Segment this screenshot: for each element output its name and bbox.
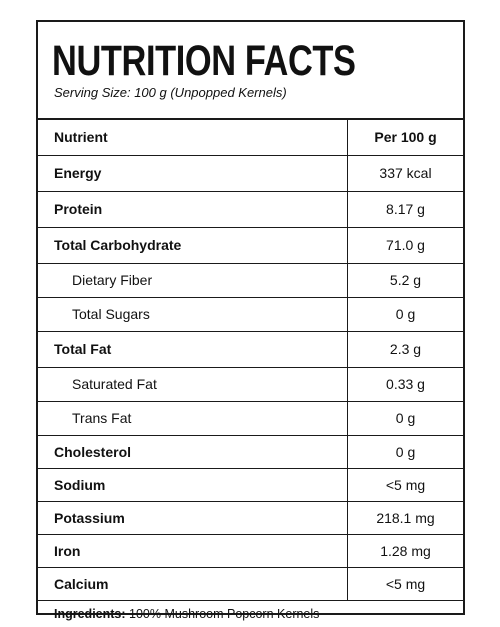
nutrient-value: <5 mg bbox=[348, 468, 464, 501]
nutrient-name: Total Sugars bbox=[38, 297, 348, 331]
nutrient-value: 5.2 g bbox=[348, 263, 464, 297]
nutrition-table bbox=[38, 118, 463, 627]
table-row bbox=[38, 401, 463, 435]
nutrient-value: 0 g bbox=[348, 297, 464, 331]
nutrient-name: Sodium bbox=[38, 468, 348, 501]
table-row bbox=[38, 191, 463, 227]
nutrition-facts-label bbox=[36, 20, 465, 621]
ingredients-text: 100% Mushroom Popcorn Kernels bbox=[129, 606, 320, 621]
table-row bbox=[38, 367, 463, 401]
table-row bbox=[38, 227, 463, 263]
table-header-row bbox=[38, 119, 463, 155]
ingredients-row bbox=[38, 600, 463, 627]
nutrient-name: Potassium bbox=[38, 501, 348, 534]
column-header-per-100g: Per 100 g bbox=[348, 119, 464, 155]
nutrient-name: Trans Fat bbox=[38, 401, 348, 435]
nutrient-value: 337 kcal bbox=[348, 155, 464, 191]
ingredients-label: Ingredients: bbox=[54, 606, 126, 621]
table-row bbox=[38, 567, 463, 600]
nutrient-value: 0 g bbox=[348, 435, 464, 468]
table-row bbox=[38, 501, 463, 534]
nutrient-name: Energy bbox=[38, 155, 348, 191]
nutrient-value: 2.3 g bbox=[348, 331, 464, 367]
nutrient-name: Calcium bbox=[38, 567, 348, 600]
nutrient-value: <5 mg bbox=[348, 567, 464, 600]
nutrient-name: Iron bbox=[38, 534, 348, 567]
nutrient-value: 0 g bbox=[348, 401, 464, 435]
ingredients-cell bbox=[38, 600, 463, 627]
nutrient-value: 8.17 g bbox=[348, 191, 464, 227]
table-row bbox=[38, 468, 463, 501]
serving-size: Serving Size: 100 g (Unpopped Kernels) bbox=[54, 85, 287, 100]
nutrient-name: Cholesterol bbox=[38, 435, 348, 468]
nutrient-name: Saturated Fat bbox=[38, 367, 348, 401]
table-row bbox=[38, 155, 463, 191]
nutrient-value: 71.0 g bbox=[348, 227, 464, 263]
label-header bbox=[38, 22, 463, 118]
nutrient-name: Total Carbohydrate bbox=[38, 227, 348, 263]
column-header-nutrient: Nutrient bbox=[38, 119, 348, 155]
table-row bbox=[38, 331, 463, 367]
nutrient-name: Total Fat bbox=[38, 331, 348, 367]
table-row bbox=[38, 534, 463, 567]
nutrient-value: 0.33 g bbox=[348, 367, 464, 401]
nutrient-value: 218.1 mg bbox=[348, 501, 464, 534]
table-row bbox=[38, 263, 463, 297]
table-row bbox=[38, 297, 463, 331]
nutrient-value: 1.28 mg bbox=[348, 534, 464, 567]
nutrient-name: Protein bbox=[38, 191, 348, 227]
label-title: NUTRITION FACTS bbox=[52, 37, 356, 85]
nutrient-name: Dietary Fiber bbox=[38, 263, 348, 297]
table-row bbox=[38, 435, 463, 468]
